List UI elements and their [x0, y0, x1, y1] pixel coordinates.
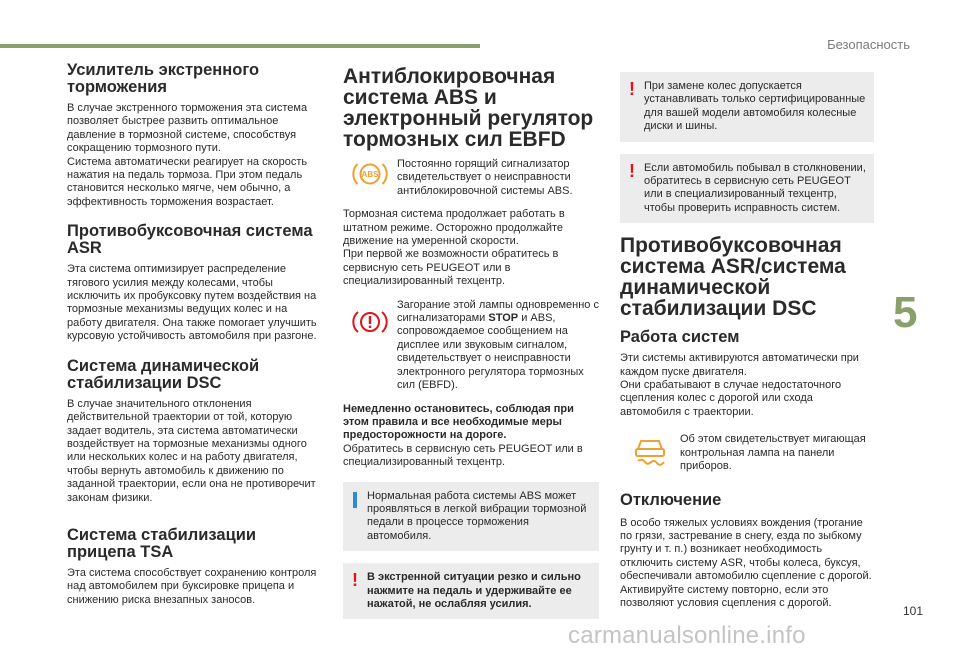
- paragraph: Эти системы активируются автоматически при каждом пуске двигателя.: [620, 352, 859, 378]
- stability-lamp-row: [620, 431, 874, 473]
- paragraph: При первой же возможности обратитесь в сервисную сеть PEUGEOT или в специализированный техцентр.: [343, 248, 559, 288]
- paragraph: В случае значительного отклонения действительной траектории от той, которую задает водитель, эта система автоматически воздействует на тормозные механизмы одного или нескольких колес и на работу двигателя, чтобы вернуть автомобиль к движению по заданной траектории, если она не противоречит законам физики.: [67, 397, 316, 504]
- paragraph-emphasis: Немедленно остановитесь, соблюдая при этом правила и все необходимые меры предосторожности на дороге.: [343, 402, 574, 442]
- heading-abs-ebfd: Антиблокировочная система ABS и электронный регулятор тормозных сил EBFD: [343, 65, 594, 151]
- heading-deactivation: Отключение: [620, 490, 722, 509]
- warning-note: ! Если автомобиль побывал в столкновении, обратитесь в сервисную сеть PEUGEOT или в специализированный техцентр, чтобы проверить исправность систем.: [620, 154, 874, 224]
- heading-operation: Работа систем: [620, 328, 740, 347]
- warning-note: ! При замене колес допускается устанавливать только сертифицированные для вашей модели автомобиля колесные диски и шины.: [620, 72, 874, 142]
- paragraph: Обратитесь в сервисную сеть PEUGEOT или в специализированный техцентр.: [343, 442, 583, 469]
- brake-warning-lamp-icon: [352, 307, 388, 337]
- watermark: carmanualsonline.info: [568, 622, 806, 649]
- column-2: [343, 66, 599, 619]
- heading-tsa: Система стабилизации прицепа TSA: [67, 525, 257, 561]
- heading-asr: Противобуксовочная система ASR: [67, 222, 313, 258]
- paragraph: В случае экстренного торможения эта система позволяет быстрее развить оптимальное давление в тормозной системе, способствуя сокращению тормозного пути.: [67, 102, 308, 155]
- paragraph: Постоянно горящий сигнализатор свидетельствует о неисправности антиблокировочной системы ABS.: [397, 158, 573, 197]
- section-title: Безопасность: [827, 37, 910, 52]
- brake-lamp-row: [343, 299, 599, 393]
- paragraph: Они срабатывают в случае недостаточного сцепления колес с дорогой или схода автомобиля с траектории.: [620, 379, 842, 418]
- paragraph: Тормозная система продолжает работать в штатном режиме. Осторожно продолжайте движение на умеренной скорости.: [343, 208, 565, 248]
- paragraph: Эта система оптимизирует распределение тягового усилия между колесами, чтобы исключить их пробуксовку путем воздействия на тормозные механизмы ведущих колес и на работу двигателя. Она также помогает улучшить курсовую устойчивость автомобиля при разгоне.: [67, 263, 317, 343]
- page-number: 101: [902, 604, 923, 618]
- header-accent-bar: [0, 44, 480, 48]
- warning-icon: !: [629, 160, 635, 181]
- abs-lamp-row: [343, 158, 599, 198]
- info-note: Нормальная работа системы ABS может проявляться в легкой вибрации тормозной педали в процессе торможения автомобиля.: [343, 482, 599, 552]
- paragraph: Система автоматически реагирует на скорость нажатия на педаль тормоза. При этом педаль становится несколько мягче, чем обычно, а эффективность торможения возрастает.: [67, 155, 308, 208]
- chapter-number: 5: [893, 288, 918, 337]
- abs-warning-lamp-icon: [350, 158, 390, 190]
- heading-emergency-braking: Усилитель экстренного торможения: [67, 61, 260, 96]
- paragraph: В особо тяжелых условиях вождения (трогание по грязи, застревание в снегу, езда по зыбкому грунту и т. п.) возникает необходимость отключить систему ASR, чтобы колеса, буксуя, обеспечивали автомобилю сцепление с дорогой.: [620, 516, 872, 583]
- heading-asr-dsc: Противобуксовочная система ASR/система динамической стабилизации DSC: [620, 234, 846, 321]
- paragraph: Загорание этой лампы одновременно с сигнализаторами STOP и ABS, сопровождаемое сообщением на дисплее или звуковым сигналом, свидетельствует о неисправности электронного регулятора тормозных сил (EBFD).: [397, 298, 599, 392]
- info-icon: [353, 492, 357, 508]
- column-3: [620, 72, 874, 610]
- warning-icon: !: [352, 570, 358, 591]
- warning-icon: !: [629, 79, 635, 99]
- paragraph: Об этом свидетельствует мигающая контрольная лампа на панели приборов.: [680, 433, 866, 473]
- warning-note: ! В экстренной ситуации резко и сильно нажмите на педаль и удерживайте ее нажатой, не ослабляя усилия.: [343, 563, 599, 619]
- heading-dsc: Система динамической стабилизации DSC: [67, 356, 260, 392]
- column-1: [67, 62, 325, 607]
- paragraph: Эта система способствует сохранению контроля над автомобилем при буксировке прицепа и снижению риска внезапных заносов.: [67, 566, 317, 606]
- skidding-car-lamp-icon: [630, 431, 670, 467]
- abs-icon-label: ABS: [361, 170, 379, 179]
- paragraph: Активируйте систему повторно, если это позволяют условия сцепления с дорогой.: [620, 583, 832, 609]
